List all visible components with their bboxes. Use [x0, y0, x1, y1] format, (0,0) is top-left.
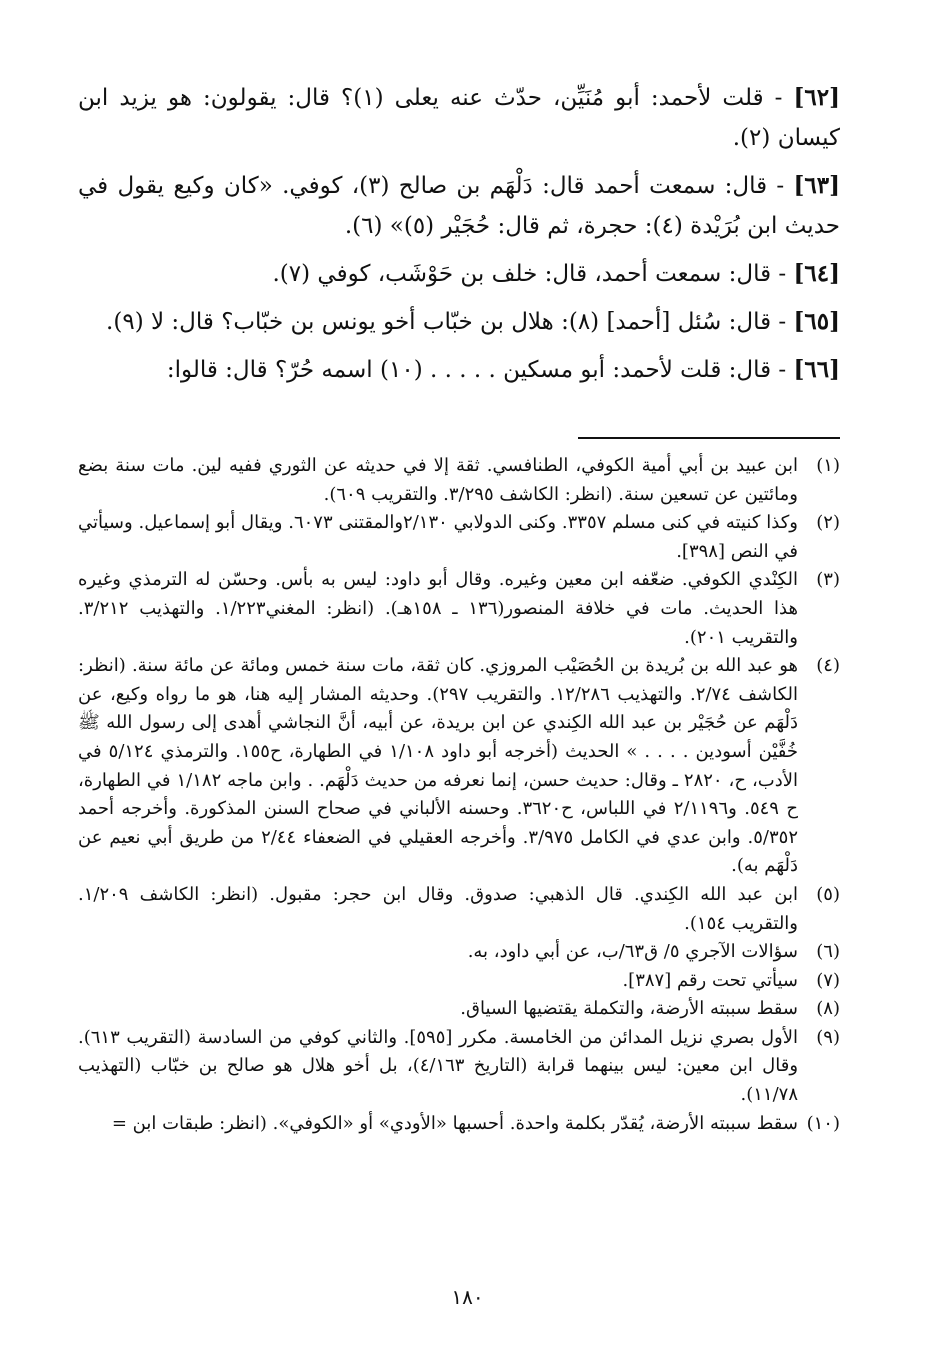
paragraph-text: - قال: سمعت أحمد، قال: خلف بن حَوْشَب، كوفي (٧). [272, 261, 787, 287]
paragraph-62 [78, 78, 840, 158]
footnote-text: الأول بصري نزيل المدائن من الخامسة. مكرر [٥٩٥]. والثاني كوفي من السادسة (التقريب ٦١٣). وقال ابن معين: ليس بينهما قرابة (التاريخ ٤/١٦٣)، بل أخو هلال هو صالح بن خبّاب (التهذيب ١١/٧٨). [78, 1026, 799, 1106]
paragraph-66 [78, 350, 840, 390]
footnote-text: سؤالات الآجري ٥/ ق٦٣/ب، عن أبي داود، به. [467, 941, 798, 963]
footnote-2 [78, 509, 840, 566]
paragraph-65 [78, 302, 840, 342]
footnote-text: سيأتي تحت رقم [٣٨٧]. [622, 969, 798, 991]
footnote-4 [78, 652, 840, 881]
footnote-number: (٤) [816, 655, 840, 677]
footnote-text: وكذا كنيته في كنى مسلم ٣٣٥٧. وكنى الدولابي ٢/١٣٠والمقتنى ٦٠٧٣. ويقال أبو إسماعيل. وسيأتي في النص [٣٩٨]. [78, 512, 798, 562]
footnote-text: هو عبد الله بن بُريدة بن الحُصَيْب المروزي. كان ثقة، مات سنة خمس ومائة عن مائة سنة. (انظر: الكاشف ٢/٧٤. والتهذيب ١٢/٢٨٦. والتقريب ٢٩٧). وحديثه المشار إليه هنا، هو ما رواه وكيع، عن دَلْهَم عن حُجَيْر بن عبد الله الكِندي عن ابن بريدة، عن أبيه، أنَّ النجاشي أهدى إلى رسول الله ﷺ خُفَّيْن أسودين . . . . » الحديث (أخرجه أبو داود ١/١٠٨ في الطهارة، ح١٥٥. والترمذي ٥/١٢٤ في الأدب، ح، ٢٨٢٠ ـ وقال: حديث حسن، إنما نعرفه من حديث دَلْهَم. . وابن ماجه ١/١٨٢ في الطهارة، ح ٥٤٩. و٢/١١٩٦ في اللباس، ح٣٦٢٠. وحسنه الألباني في صحاح السنن المذكورة. وأخرجه أحمد ٥/٣٥٢. وابن عدي في الكامل ٣/٩٧٥. وأخرجه العقيلي في الضعفاء ٢/٤٤ من طريق أبي نعيم عن دَلْهَم به). [78, 655, 798, 877]
footnote-5 [78, 881, 840, 938]
paragraph-number: [٦٤] [793, 260, 840, 287]
paragraph-text: - قلت لأحمد: أبو مُنَيِّن، حدّث عنه يعلى (١)؟ قال: يقولون: هو يزيد ابن كيسان (٢). [78, 85, 840, 151]
footnote-10 [78, 1110, 840, 1139]
footnote-number: (٩) [816, 1026, 840, 1048]
footnote-text: سقط سببته الأرضة، والتكملة يقتضيها السياق. [460, 998, 798, 1020]
paragraph-text: - قال: سُئل [أحمد] (٨): هلال بن خبّاب أخو يونس بن خبّاب؟ قال: لا (٩). [106, 309, 787, 335]
footnote-number: (١٠) [806, 1112, 840, 1134]
footnote-number: (٨) [816, 998, 840, 1020]
footnote-8 [78, 995, 840, 1024]
paragraph-64 [78, 254, 840, 294]
footnote-3 [78, 566, 840, 652]
footnote-text: ابن عبد الله الكِندي. قال الذهبي: صدوق. وقال ابن حجر: مقبول. (انظر: الكاشف ١/٢٠٩. والتقريب ١٥٤). [78, 883, 798, 934]
paragraph-number: [٦٣] [793, 172, 840, 199]
paragraph-number: [٦٥] [793, 308, 840, 335]
footnote-number: (٣) [816, 569, 840, 591]
footnote-text: سقط سببته الأرضة، يُقدّر بكلمة واحدة. أحسبها «الأودي» أو «الكوفي». (انظر: طبقات ابن = [111, 1112, 798, 1134]
paragraph-number: [٦٢] [793, 84, 840, 111]
footnote-1 [78, 452, 840, 509]
footnote-9 [78, 1024, 840, 1110]
footnote-number: (٢) [816, 512, 840, 534]
paragraph-text: - قال: سمعت أحمد قال: دَلْهَم بن صالح (٣)، كوفي. «كان وكيع يقول في حديث ابن بُرَيْدة (٤): حجرة، ثم قال: حُجَيْر (٥)» (٦). [78, 173, 840, 239]
footnote-separator [578, 437, 840, 439]
footnote-text: ابن عبيد بن أبي أمية الكوفي، الطنافسي. ثقة إلا في حديثه عن الثوري ففيه لين. مات سنة بضع ومائتين عن تسعين سنة. (انظر: الكاشف ٣/٢٩٥. والتقريب ٦٠٩). [78, 455, 798, 505]
footnote-number: (١) [816, 455, 840, 476]
page-number: ١٨٠ [451, 1285, 484, 1309]
paragraph-63 [78, 166, 840, 246]
paragraph-number: [٦٦] [793, 356, 840, 383]
footnote-number: (٧) [816, 969, 840, 991]
footnote-text: الكِنْدي الكوفي. ضعّفه ابن معين وغيره. وقال أبو داود: ليس به بأس. وحسّن له الترمذي وغيره هذا الحديث. مات في خلافة المنصور(١٣٦ ـ ١٥٨هـ). (انظر: المغني١/٢٢٣. والتهذيب ٣/٢١٢. والتقريب ٢٠١). [78, 569, 798, 648]
footnote-number: (٥) [816, 883, 840, 905]
footnote-7 [78, 967, 840, 996]
footnotes [78, 452, 840, 1138]
footnote-6 [78, 938, 840, 967]
footnote-number: (٦) [816, 941, 840, 963]
paragraph-text: - قال: قلت لأحمد: أبو مسكين . . . . . (١٠) اسمه حُرّ؟ قال: قالوا: [166, 357, 787, 383]
main-text [78, 78, 840, 398]
